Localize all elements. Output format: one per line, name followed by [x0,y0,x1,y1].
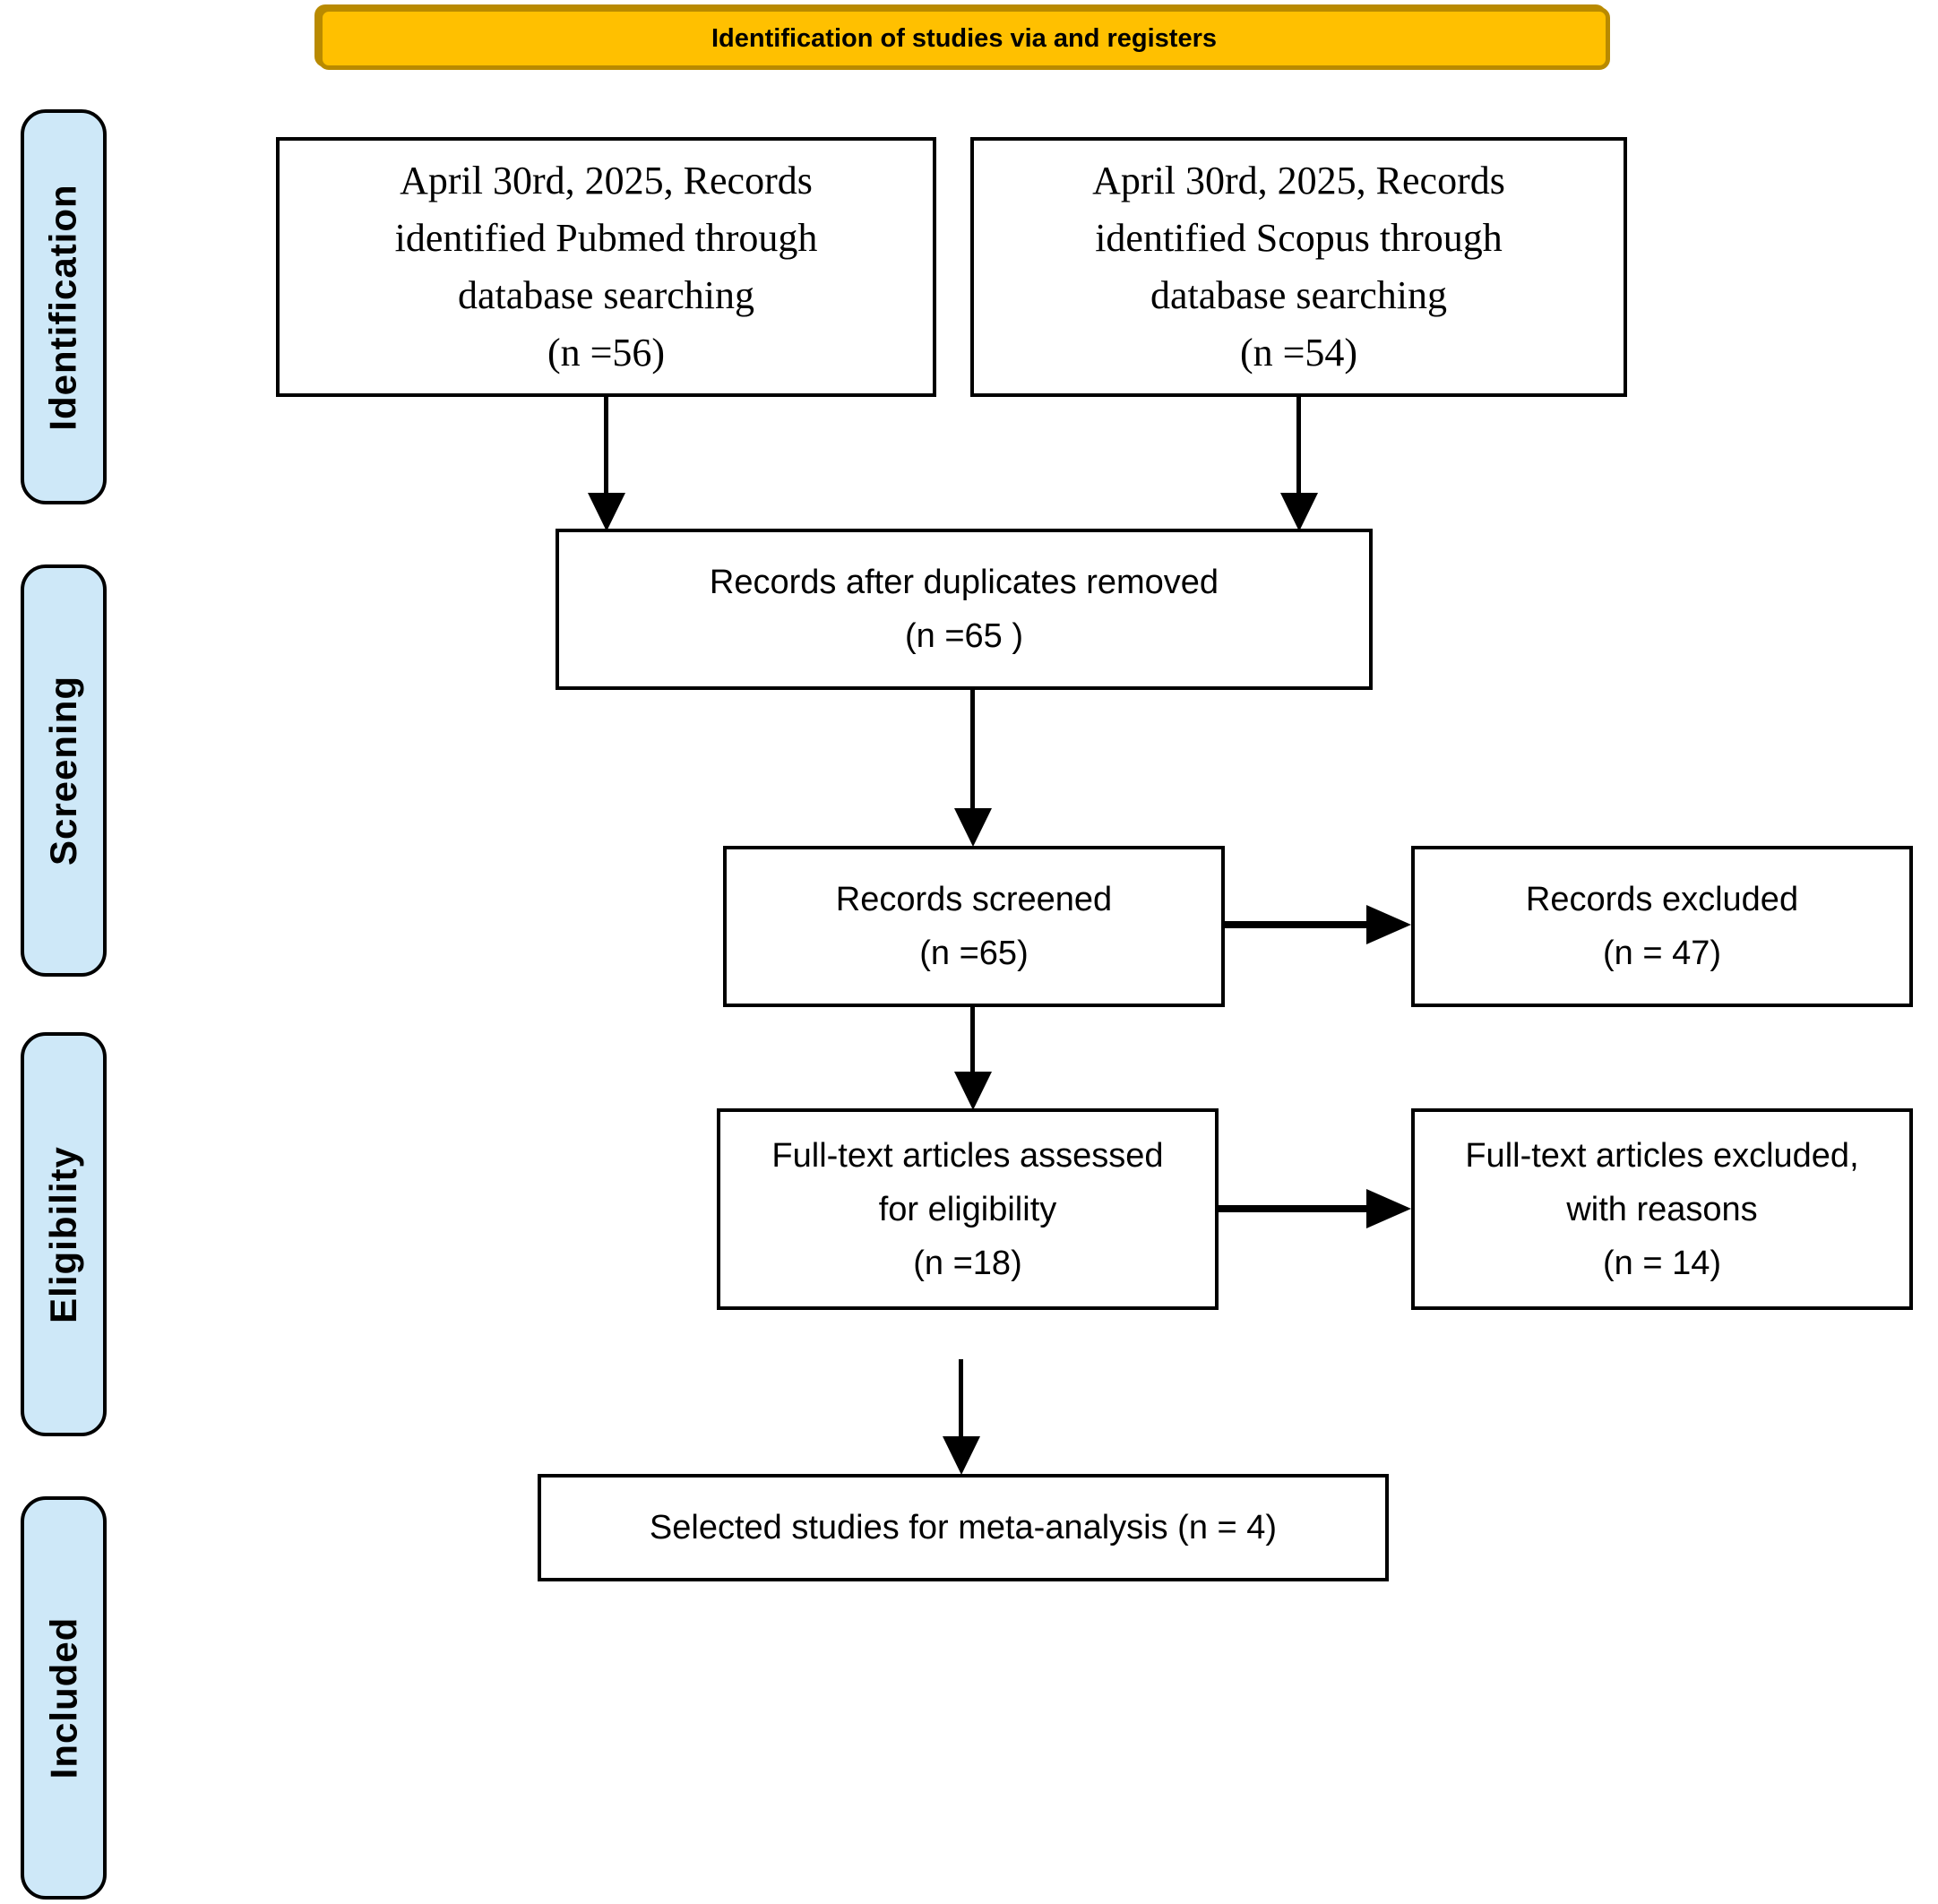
arrow-screened-to-excluded-line [1225,921,1366,928]
arrow-fulltext-to-excluded-line [1219,1205,1366,1212]
box-duplicates-count: (n =65 ) [904,617,1024,655]
stage-identification [21,109,107,504]
arrow-duplicates-to-screened-line [970,690,975,810]
box-records-screened [723,846,1225,1007]
arrow-fulltext-to-excluded-head-icon [1366,1189,1411,1228]
arrow-scopus-to-duplicates-line [1296,397,1301,493]
box-records-identified-scopus [970,137,1627,397]
box-selected-studies-line-1: Selected studies for meta-analysis (n = 4) [649,1509,1278,1546]
stage-screening [21,564,107,977]
arrow-screened-to-fulltext-head-icon [954,1072,992,1110]
box-fulltext-count: (n =18) [913,1244,1022,1282]
diagram-title: Identification of studies via and registers [711,23,1217,53]
box-scopus-line-1: April 30rd, 2025, Records [1092,159,1505,202]
stage-eligibility [21,1032,107,1436]
box-pubmed-line-1: April 30rd, 2025, Records [400,159,813,202]
box-pubmed-line-3: database searching [457,273,755,317]
box-selected-studies [538,1474,1389,1581]
arrow-screened-to-excluded-head-icon [1366,905,1411,944]
arrow-screened-to-fulltext-line [970,1007,975,1073]
arrow-pubmed-to-duplicates-head-icon [588,493,625,531]
box-fulltext-line-2: for eligibility [878,1190,1057,1228]
box-fulltext-excluded-count: (n = 14) [1602,1244,1722,1282]
stage-included-label: Included [42,1616,84,1779]
box-records-identified-pubmed [276,137,936,397]
box-scopus-line-3: database searching [1150,273,1448,317]
arrow-pubmed-to-duplicates-line [604,397,608,493]
arrow-fulltext-to-final-line [959,1359,963,1438]
stage-screening-label: Screening [42,675,85,866]
box-fulltext-assessed [717,1108,1219,1310]
box-records-excluded-count: (n = 47) [1602,935,1722,972]
box-fulltext-excluded-line-2: with reasons [1566,1190,1758,1228]
box-records-excluded-line-1: Records excluded [1525,881,1799,918]
box-screened-count: (n =65) [919,935,1029,972]
box-fulltext-excluded-line-1: Full-text articles excluded, [1465,1136,1859,1175]
stage-included [21,1496,107,1900]
box-duplicates-removed [556,529,1373,690]
box-scopus-count: (n =54) [1239,331,1358,375]
box-fulltext-line-1: Full-text articles assessed [771,1136,1164,1175]
arrow-scopus-to-duplicates-head-icon [1280,493,1318,531]
box-fulltext-excluded [1411,1108,1913,1310]
diagram-title-banner [318,7,1610,70]
arrow-fulltext-to-final-head-icon [943,1436,980,1475]
box-scopus-line-2: identified Scopus through [1095,216,1503,260]
box-screened-line-1: Records screened [835,881,1113,918]
box-pubmed-line-2: identified Pubmed through [394,216,818,260]
box-pubmed-count: (n =56) [547,331,666,375]
box-records-excluded [1411,846,1913,1007]
stage-identification-label: Identification [42,183,84,431]
box-duplicates-line-1: Records after duplicates removed [709,564,1219,601]
stage-eligibility-label: Eligibility [42,1145,84,1323]
arrow-duplicates-to-screened-head-icon [954,808,992,847]
